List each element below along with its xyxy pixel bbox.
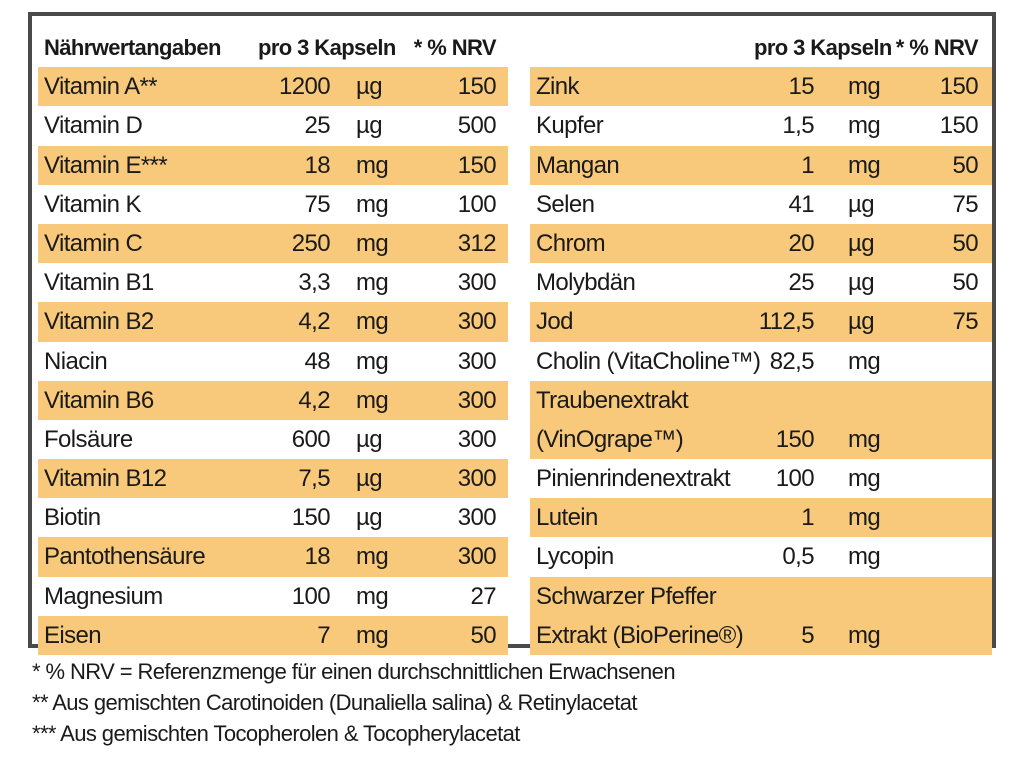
nutrient-amount: 18 bbox=[304, 151, 330, 179]
nutrient-nrv: 50 bbox=[952, 229, 978, 257]
table-row bbox=[530, 185, 992, 224]
nutrient-amount: 20 bbox=[788, 229, 814, 257]
nutrient-name: Pinienrindenextrakt bbox=[536, 465, 731, 493]
nutrient-unit: mg bbox=[356, 386, 389, 414]
nutrient-name: Kupfer bbox=[536, 112, 604, 140]
nutrient-unit: mg bbox=[356, 308, 389, 336]
table-row bbox=[530, 342, 992, 381]
nutrient-nrv: 300 bbox=[457, 386, 496, 414]
header-nrv-right: * % NRV bbox=[895, 35, 978, 60]
nutrient-unit: mg bbox=[848, 151, 881, 179]
nutrient-nrv: 300 bbox=[457, 347, 496, 375]
nutrient-amount: 1200 bbox=[279, 73, 330, 101]
nutrient-nrv: 150 bbox=[939, 112, 978, 140]
nutrient-amount: 18 bbox=[304, 543, 330, 571]
nutrient-nrv: 150 bbox=[457, 73, 496, 101]
header-per: pro 3 Kapseln bbox=[258, 35, 396, 60]
nutrient-name: Vitamin B1 bbox=[44, 269, 154, 297]
nutrient-name: Jod bbox=[536, 308, 573, 336]
nutrient-amount: 3,3 bbox=[298, 269, 330, 297]
nutrient-name: Folsäure bbox=[44, 425, 133, 453]
nutrient-unit: mg bbox=[848, 73, 881, 101]
nutrient-unit: mg bbox=[848, 112, 881, 140]
nutrient-amount: 7 bbox=[317, 621, 330, 649]
nutrient-name: Vitamin D bbox=[44, 112, 143, 140]
nutrient-unit: mg bbox=[356, 229, 389, 257]
nutrient-unit: mg bbox=[356, 190, 389, 218]
table-row bbox=[38, 577, 508, 616]
nutrient-name-line: Extrakt (BioPerine®) bbox=[536, 621, 744, 649]
nutrient-nrv: 27 bbox=[470, 582, 496, 610]
right-panel bbox=[530, 28, 992, 655]
table-row bbox=[530, 302, 992, 341]
nutrient-amount: 1 bbox=[801, 151, 814, 179]
nutrient-nrv: 75 bbox=[952, 190, 978, 218]
nutrient-name: Pantothensäure bbox=[44, 543, 206, 571]
nutrient-amount: 1,5 bbox=[782, 112, 814, 140]
table-row bbox=[530, 146, 992, 185]
nutrient-name: Molybdän bbox=[536, 269, 636, 297]
nutrition-table bbox=[28, 12, 996, 648]
nutrient-nrv: 312 bbox=[457, 229, 496, 257]
nutrient-nrv: 300 bbox=[457, 269, 496, 297]
nutrient-amount: 1 bbox=[801, 504, 814, 532]
nutrient-nrv: 150 bbox=[939, 73, 978, 101]
nutrient-amount: 4,2 bbox=[298, 308, 330, 336]
footnote: ** Aus gemischten Carotinoiden (Dunaliella salina) & Retinylacetat bbox=[32, 690, 637, 715]
table-row bbox=[38, 537, 508, 576]
nutrient-unit: µg bbox=[356, 425, 382, 453]
nutrient-amount: 0,5 bbox=[782, 543, 814, 571]
nutrient-name-line: Traubenextrakt bbox=[536, 386, 689, 414]
nutrient-unit: µg bbox=[848, 269, 874, 297]
table-row bbox=[530, 577, 992, 655]
table-row bbox=[38, 185, 508, 224]
nutrient-name: Vitamin B12 bbox=[44, 465, 167, 493]
table-row bbox=[38, 498, 508, 537]
table-row bbox=[38, 459, 508, 498]
nutrient-name bbox=[536, 577, 743, 655]
header-title: Nährwertangaben bbox=[44, 35, 221, 60]
nutrient-unit: µg bbox=[356, 73, 382, 101]
nutrient-name: Magnesium bbox=[44, 582, 163, 610]
nutrient-nrv: 50 bbox=[952, 151, 978, 179]
nutrient-nrv: 50 bbox=[952, 269, 978, 297]
nutrient-unit: mg bbox=[356, 621, 389, 649]
nutrient-amount: 150 bbox=[291, 504, 330, 532]
nutrient-unit: mg bbox=[356, 269, 389, 297]
table-row bbox=[530, 381, 992, 459]
nutrient-name: Vitamin A** bbox=[44, 73, 158, 101]
nutrient-unit: mg bbox=[356, 543, 389, 571]
nutrient-name: Vitamin K bbox=[44, 190, 141, 218]
nutrient-unit: µg bbox=[356, 112, 382, 140]
table-row bbox=[38, 224, 508, 263]
table-row bbox=[38, 67, 508, 106]
table-row bbox=[530, 67, 992, 106]
nutrient-nrv: 100 bbox=[457, 190, 496, 218]
table-row bbox=[530, 224, 992, 263]
nutrient-nrv: 300 bbox=[457, 308, 496, 336]
nutrient-amount: 15 bbox=[788, 73, 814, 101]
table-row bbox=[530, 459, 992, 498]
footnotes bbox=[32, 656, 675, 749]
table-row bbox=[38, 616, 508, 655]
footnote: * % NRV = Referenzmenge für einen durchschnittlichen Erwachsenen bbox=[32, 659, 675, 684]
table-row bbox=[530, 537, 992, 576]
table-row bbox=[530, 106, 992, 145]
left-header-row bbox=[38, 28, 508, 67]
nutrient-unit: mg bbox=[848, 425, 881, 453]
nutrient-name: Vitamin B6 bbox=[44, 386, 154, 414]
right-header-row bbox=[530, 28, 992, 67]
nutrient-name-line: (VinOgrape™) bbox=[536, 425, 684, 453]
nutrient-unit: mg bbox=[848, 347, 881, 375]
nutrient-amount: 7,5 bbox=[298, 465, 330, 493]
nutrient-nrv: 150 bbox=[457, 151, 496, 179]
nutrient-amount: 600 bbox=[291, 425, 330, 453]
nutrient-unit: mg bbox=[848, 504, 881, 532]
nutrient-name: Chrom bbox=[536, 229, 606, 257]
header-nrv: * % NRV bbox=[413, 35, 496, 60]
nutrient-nrv: 300 bbox=[457, 543, 496, 571]
nutrient-nrv: 75 bbox=[952, 308, 978, 336]
nutrient-amount: 41 bbox=[788, 190, 814, 218]
table-row bbox=[38, 106, 508, 145]
nutrient-amount: 100 bbox=[775, 465, 814, 493]
table-row bbox=[38, 342, 508, 381]
nutrient-name: Niacin bbox=[44, 347, 108, 375]
nutrient-unit: µg bbox=[848, 308, 874, 336]
nutrient-unit: mg bbox=[848, 465, 881, 493]
nutrient-amount: 25 bbox=[788, 269, 814, 297]
nutrient-name bbox=[536, 381, 688, 459]
nutrient-name-line: Schwarzer Pfeffer bbox=[536, 582, 717, 610]
nutrient-name: Vitamin C bbox=[44, 229, 143, 257]
nutrient-amount: 4,2 bbox=[298, 386, 330, 414]
nutrient-name: Lutein bbox=[536, 504, 598, 532]
nutrient-name: Vitamin B2 bbox=[44, 308, 154, 336]
nutrient-amount: 100 bbox=[291, 582, 330, 610]
nutrient-unit: µg bbox=[356, 504, 382, 532]
table-row bbox=[38, 263, 508, 302]
nutrient-name: Biotin bbox=[44, 504, 101, 532]
nutrient-nrv: 50 bbox=[470, 621, 496, 649]
table-row bbox=[38, 146, 508, 185]
nutrient-name: Selen bbox=[536, 190, 595, 218]
table-row bbox=[38, 302, 508, 341]
nutrient-amount: 48 bbox=[304, 347, 330, 375]
table-row bbox=[530, 263, 992, 302]
nutrient-unit: mg bbox=[356, 347, 389, 375]
nutrient-nrv: 300 bbox=[457, 504, 496, 532]
nutrient-unit: mg bbox=[356, 151, 389, 179]
nutrient-unit: µg bbox=[848, 190, 874, 218]
nutrient-amount: 112,5 bbox=[758, 308, 814, 336]
nutrient-amount: 82,5 bbox=[769, 347, 814, 375]
nutrient-unit: µg bbox=[356, 465, 382, 493]
nutrient-amount: 5 bbox=[801, 621, 814, 649]
nutrient-amount: 25 bbox=[304, 112, 330, 140]
header-per-right: pro 3 Kapseln bbox=[754, 35, 892, 60]
nutrient-unit: mg bbox=[848, 543, 881, 571]
nutrient-name: Vitamin E*** bbox=[44, 151, 168, 179]
nutrient-unit: mg bbox=[356, 582, 389, 610]
nutrient-amount: 250 bbox=[291, 229, 330, 257]
nutrient-name: Lycopin bbox=[536, 543, 614, 571]
nutrient-amount: 150 bbox=[775, 425, 814, 453]
nutrient-amount: 75 bbox=[304, 190, 330, 218]
nutrient-unit: mg bbox=[848, 621, 881, 649]
footnote: *** Aus gemischten Tocopherolen & Tocopherylacetat bbox=[32, 721, 520, 746]
nutrient-name: Mangan bbox=[536, 151, 620, 179]
nutrient-nrv: 300 bbox=[457, 465, 496, 493]
nutrient-nrv: 500 bbox=[457, 112, 496, 140]
table-row bbox=[38, 420, 508, 459]
nutrient-name: Zink bbox=[536, 73, 579, 101]
table-row bbox=[38, 381, 508, 420]
nutrient-name: Cholin (VitaCholine™) bbox=[536, 347, 761, 375]
nutrient-nrv: 300 bbox=[457, 425, 496, 453]
left-panel bbox=[38, 28, 508, 655]
table-row bbox=[530, 498, 992, 537]
nutrient-unit: µg bbox=[848, 229, 874, 257]
nutrient-name: Eisen bbox=[44, 621, 102, 649]
